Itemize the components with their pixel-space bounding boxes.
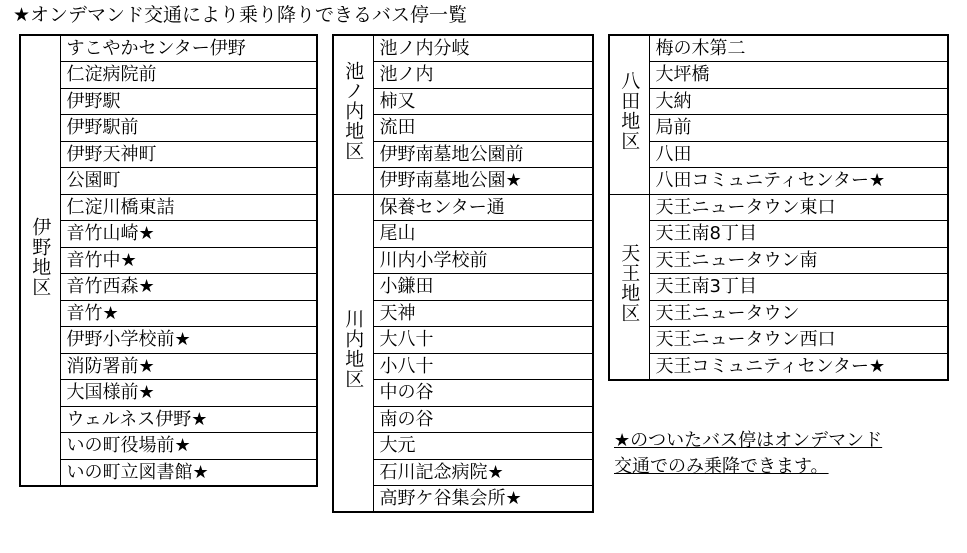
bus-stop-name: 伊野駅前: [60, 115, 317, 142]
page-title: ★オンデマンド交通により乗り降りできるバス停一覧: [13, 4, 468, 26]
note-line-1: ★のついたバス停はオンデマンド: [614, 430, 883, 451]
bus-stop-name: 天王ニュータウン: [649, 300, 948, 327]
bus-stop-name: 音竹★: [60, 300, 317, 327]
bus-stop-table-ino: [19, 34, 318, 487]
stop-row: [609, 300, 948, 327]
bus-stop-name: 音竹山崎★: [60, 221, 317, 248]
bus-stop-name: 伊野天神町: [60, 141, 317, 168]
stop-row: [20, 35, 317, 62]
stop-row: [20, 433, 317, 460]
bus-stop-name: 保養センター通: [373, 194, 593, 221]
district-label: [609, 194, 649, 380]
stop-row: [609, 88, 948, 115]
district-label: [333, 35, 373, 194]
stop-row: [20, 62, 317, 89]
bus-stop-name: 天王ニュータウン南: [649, 247, 948, 274]
on-demand-note: [614, 428, 882, 480]
stop-row: [20, 168, 317, 195]
bus-stop-name: 音竹中★: [60, 247, 317, 274]
bus-stop-name: 天王ニュータウン東口: [649, 194, 948, 221]
bus-stop-name: 大坪橋: [649, 62, 948, 89]
stop-row: [609, 168, 948, 195]
stop-row: [20, 380, 317, 407]
bus-stop-name: 天王南8丁目: [649, 221, 948, 248]
stop-row: [20, 115, 317, 142]
bus-stop-name: 伊野南墓地公園前: [373, 141, 593, 168]
stop-row: [609, 274, 948, 301]
bus-stop-name: 消防署前★: [60, 353, 317, 380]
stop-row: [609, 194, 948, 221]
bus-stop-name: 大国様前★: [60, 380, 317, 407]
bus-stop-name: 仁淀川橋東詰: [60, 194, 317, 221]
stop-row: [20, 221, 317, 248]
bus-stop-name: ウェルネス伊野★: [60, 406, 317, 433]
district-label-text: 伊野地区: [29, 216, 52, 297]
district-label: [609, 35, 649, 194]
bus-stop-name: 小八十: [373, 353, 593, 380]
stop-row: [333, 35, 593, 62]
stop-row: [20, 353, 317, 380]
district-label: [333, 194, 373, 512]
stop-row: [20, 141, 317, 168]
bus-stop-name: 八田コミュニティセンター★: [649, 168, 948, 195]
bus-stop-name: 天王コミュニティセンター★: [649, 353, 948, 380]
stop-row: [20, 459, 317, 486]
stop-row: [20, 247, 317, 274]
bus-stop-name: 高野ケ谷集会所★: [373, 486, 593, 513]
bus-stop-name: 伊野駅: [60, 88, 317, 115]
stop-row: [20, 300, 317, 327]
bus-stop-name: 伊野南墓地公園★: [373, 168, 593, 195]
stop-row: [609, 141, 948, 168]
stop-row: [20, 88, 317, 115]
bus-stop-name: 池ノ内分岐: [373, 35, 593, 62]
stop-row: [333, 194, 593, 221]
stop-row: [609, 35, 948, 62]
bus-stop-name: 仁淀病院前: [60, 62, 317, 89]
bus-stop-name: 池ノ内: [373, 62, 593, 89]
bus-stop-name: すこやかセンター伊野: [60, 35, 317, 62]
stop-row: [609, 115, 948, 142]
district-label: [20, 35, 60, 486]
bus-stop-name: 天王ニュータウン西口: [649, 327, 948, 354]
bus-stop-table-hatta-tenno: [608, 34, 949, 381]
bus-stop-name: 天神: [373, 300, 593, 327]
bus-stop-name: 中の谷: [373, 380, 593, 407]
stop-row: [609, 62, 948, 89]
bus-stop-name: 伊野小学校前★: [60, 327, 317, 354]
bus-stop-name: 大八十: [373, 327, 593, 354]
stop-row: [609, 327, 948, 354]
district-label-text: 天王地区: [618, 243, 641, 323]
stop-row: [609, 247, 948, 274]
bus-stop-name: 尾山: [373, 221, 593, 248]
bus-stop-name: 梅の木第二: [649, 35, 948, 62]
bus-stop-name: 小鎌田: [373, 274, 593, 301]
bus-stop-name: 大納: [649, 88, 948, 115]
bus-stop-name: 八田: [649, 141, 948, 168]
bus-stop-name: いの町立図書館★: [60, 459, 317, 486]
note-line-2: 交通でのみ乗降できます。: [614, 456, 829, 477]
stop-row: [20, 274, 317, 301]
stop-row: [20, 194, 317, 221]
bus-stop-name: 南の谷: [373, 406, 593, 433]
district-label-text: 池ノ内地区: [342, 61, 365, 162]
stop-row: [20, 406, 317, 433]
bus-stop-name: 局前: [649, 115, 948, 142]
stop-row: [609, 221, 948, 248]
bus-stop-name: 音竹西森★: [60, 274, 317, 301]
bus-stop-name: 川内小学校前: [373, 247, 593, 274]
bus-stop-name: 石川記念病院★: [373, 459, 593, 486]
bus-stop-name: いの町役場前★: [60, 433, 317, 460]
bus-stop-name: 公園町: [60, 168, 317, 195]
bus-stop-name: 大元: [373, 433, 593, 460]
bus-stop-name: 柿又: [373, 88, 593, 115]
bus-stop-table-ikenouchi-kawauchi: [332, 34, 594, 513]
bus-stop-name: 流田: [373, 115, 593, 142]
district-label-text: 川内地区: [342, 309, 365, 390]
bus-stop-name: 天王南3丁目: [649, 274, 948, 301]
stop-row: [20, 327, 317, 354]
stop-row: [609, 353, 948, 380]
district-label-text: 八田地区: [618, 71, 641, 152]
